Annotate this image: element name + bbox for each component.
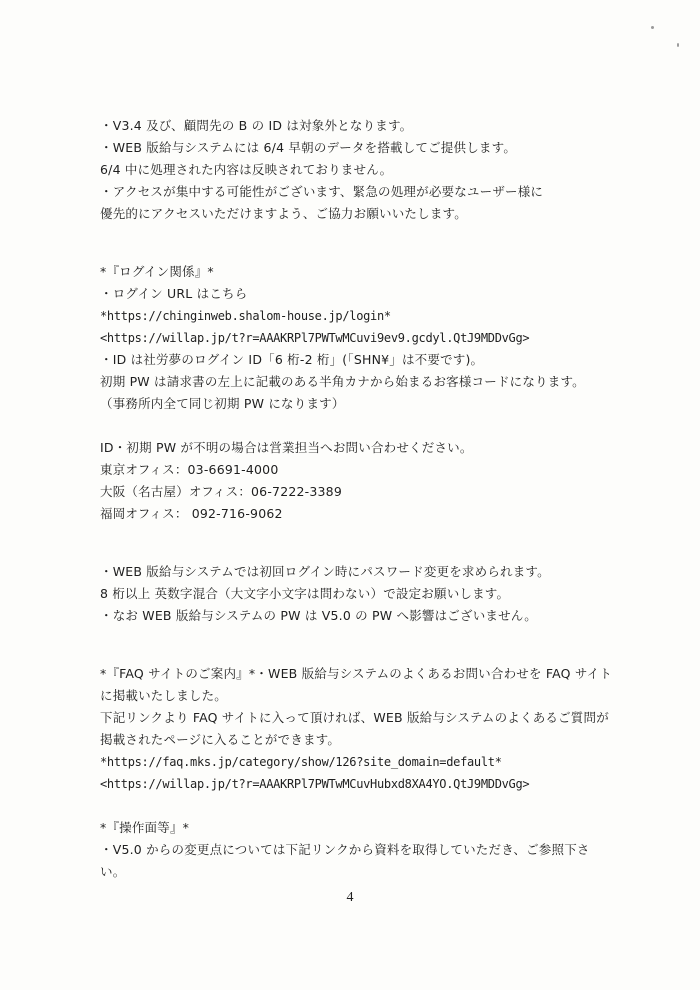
text-line: 掲載されたページに入ることができます。	[100, 732, 341, 747]
text-line: ・WEB 版給与システムには 6/4 早朝のデータを搭載してご提供します。	[100, 140, 517, 155]
faq-url-link[interactable]: *https://faq.mks.jp/category/show/126?site_domain=default*	[100, 755, 502, 769]
contact-osaka: 大阪（名古屋）オフィス：06-7222-3389	[100, 484, 342, 499]
contact-tokyo: 東京オフィス：03-6691-4000	[100, 462, 279, 477]
scan-speck	[651, 26, 654, 29]
text-line: い。	[100, 864, 126, 879]
text-line: ・V3.4 及び、顧問先の B の ID は対象外となります。	[100, 118, 413, 133]
faq-redirect-link[interactable]: <https://willap.jp/t?r=AAAKRPl7PWTwMCuvHubxd8XA4YO.QtJ9MDDvGg>	[100, 777, 530, 791]
text-line: 6/4 中に処理された内容は反映されておりません。	[100, 162, 393, 177]
text-line: ・ID は社労夢のログイン ID「6 桁-2 桁」(「SHN¥」は不要です)。	[100, 352, 484, 367]
text-line: 初期 PW は請求書の左上に記載のある半角カナから始まるお客様コードになります。	[100, 374, 585, 389]
text-line: ・アクセスが集中する可能性がございます、緊急の処理が必要なユーザー様に	[100, 184, 544, 199]
text-line: ・WEB 版給与システムでは初回ログイン時にパスワード変更を求められます。	[100, 564, 550, 579]
text-line: 下記リンクより FAQ サイトに入って頂ければ、WEB 版給与システムのよくあるご質問が	[100, 710, 609, 725]
login-redirect-link[interactable]: <https://willap.jp/t?r=AAAKRPl7PWTwMCuvi9ev9.gcdyl.QtJ9MDDvGg>	[100, 331, 530, 345]
text-line: （事務所内全て同じ初期 PW になります）	[100, 396, 345, 411]
text-line: に掲載いたしました。	[100, 688, 228, 703]
scan-speck	[677, 43, 679, 47]
text-line: 優先的にアクセスいただけますよう、ご協力お願いいたします。	[100, 206, 467, 221]
page-number: 4	[346, 890, 354, 905]
text-line: ・V5.0 からの変更点については下記リンクから資料を取得していただき、ご参照下さ	[100, 842, 590, 857]
text-line: ・なお WEB 版給与システムの PW は V5.0 の PW へ影響はございません。	[100, 608, 537, 623]
section-heading-login: *『ログイン関係』*	[100, 264, 214, 279]
section-heading-faq: *『FAQ サイトのご案内』*・WEB 版給与システムのよくあるお問い合わせを FAQ サイト	[100, 666, 613, 681]
text-line: ・ログイン URL はこちら	[100, 286, 248, 301]
text-line: 8 桁以上 英数字混合（大文字小文字は問わない）で設定お願いします。	[100, 586, 510, 601]
login-url-link[interactable]: *https://chinginweb.shalom-house.jp/login*	[100, 309, 391, 323]
contact-fukuoka: 福岡オフィス： 092-716-9062	[100, 506, 283, 521]
section-heading-operations: *『操作面等』*	[100, 820, 190, 835]
text-line: ID・初期 PW が不明の場合は営業担当へお問い合わせください。	[100, 440, 473, 455]
